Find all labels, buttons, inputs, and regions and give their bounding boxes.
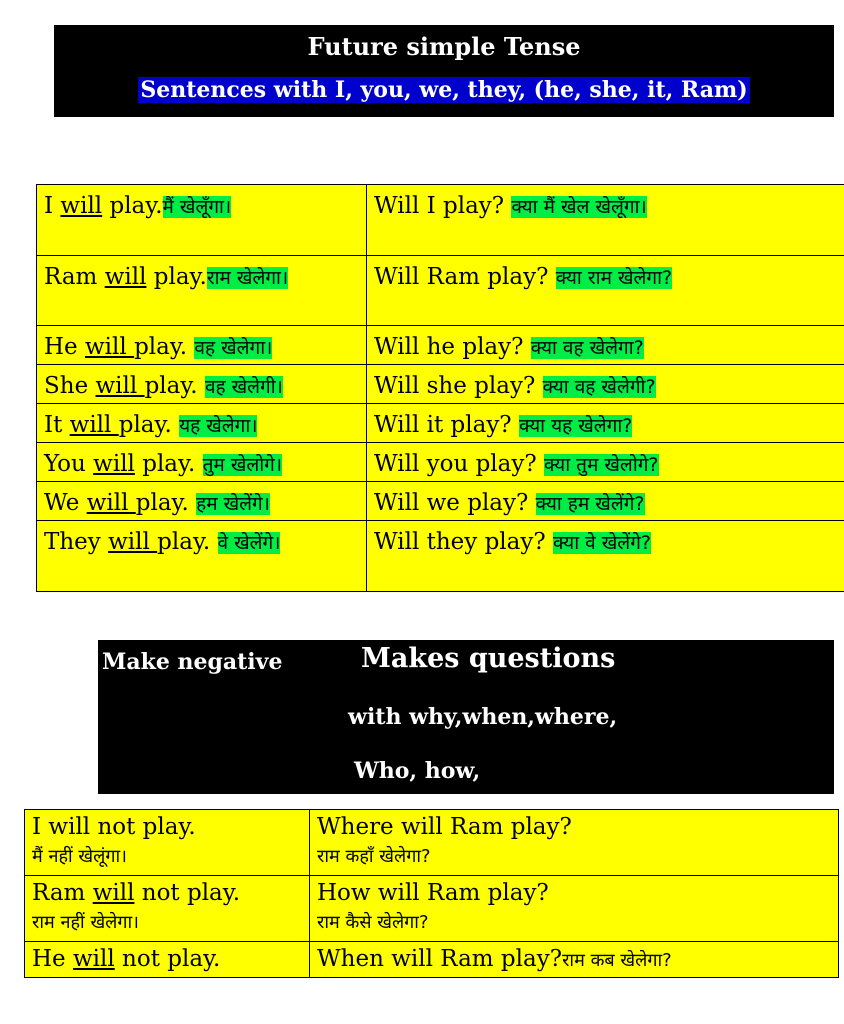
table-row bbox=[25, 876, 839, 942]
question-cell: Will he play? क्या वह खेलेगा? bbox=[367, 326, 844, 365]
affirmative-question-table bbox=[36, 184, 844, 592]
question-words-line: with why,when,where, bbox=[348, 704, 618, 730]
negative-question-table bbox=[24, 809, 839, 978]
affirmative-cell: I will play.मैं खेलूँगा। bbox=[37, 185, 367, 256]
question-cell: Where will Ram play? राम कहाँ खेलेगा? bbox=[310, 810, 839, 876]
affirmative-cell: She will play. वह खेलेगी। bbox=[37, 365, 367, 404]
table-row bbox=[37, 521, 844, 592]
page-title: Future simple Tense bbox=[307, 32, 581, 61]
question-cell: Will Ram play? क्या राम खेलेगा? bbox=[367, 256, 844, 326]
affirmative-cell: You will play. तुम खेलोगे। bbox=[37, 443, 367, 482]
question-cell: Will she play? क्या वह खेलेगी? bbox=[367, 365, 844, 404]
table-row bbox=[37, 365, 844, 404]
page-subtitle: Sentences with I, you, we, they, (he, she, it, Ram) bbox=[140, 77, 748, 103]
question-cell: Will we play? क्या हम खेलेंगे? bbox=[367, 482, 844, 521]
question-cell: Will I play? क्या मैं खेल खेलूँगा। bbox=[367, 185, 844, 256]
table-row bbox=[25, 942, 839, 978]
question-cell: How will Ram play? राम कैसे खेलेगा? bbox=[310, 876, 839, 942]
question-cell: Will you play? क्या तुम खेलोगे? bbox=[367, 443, 844, 482]
question-cell: Will they play? क्या वे खेलेंगे? bbox=[367, 521, 844, 592]
affirmative-cell: Ram will play.राम खेलेगा। bbox=[37, 256, 367, 326]
negative-cell: He will not play. bbox=[25, 942, 310, 978]
question-cell: Will it play? क्या यह खेलेगा? bbox=[367, 404, 844, 443]
negative-cell: Ram will not play. राम नहीं खेलेगा। bbox=[25, 876, 310, 942]
make-negative-label: Make negative bbox=[102, 649, 283, 675]
table-row bbox=[37, 443, 844, 482]
table-row bbox=[37, 326, 844, 365]
title-banner bbox=[54, 25, 834, 117]
question-words-line: Who, how, bbox=[354, 758, 481, 784]
negative-cell: I will not play. मैं नहीं खेलूंगा। bbox=[25, 810, 310, 876]
affirmative-cell: We will play. हम खेलेंगे। bbox=[37, 482, 367, 521]
table-row bbox=[37, 482, 844, 521]
affirmative-cell: He will play. वह खेलेगा। bbox=[37, 326, 367, 365]
table-row bbox=[25, 810, 839, 876]
affirmative-cell: They will play. वे खेलेंगे। bbox=[37, 521, 367, 592]
make-questions-heading: Makes questions bbox=[361, 643, 616, 674]
table-row bbox=[37, 185, 844, 256]
question-cell: When will Ram play?राम कब खेलेगा? bbox=[310, 942, 839, 978]
table-row bbox=[37, 404, 844, 443]
table-row bbox=[37, 256, 844, 326]
negative-questions-banner bbox=[98, 640, 834, 794]
affirmative-cell: It will play. यह खेलेगा। bbox=[37, 404, 367, 443]
